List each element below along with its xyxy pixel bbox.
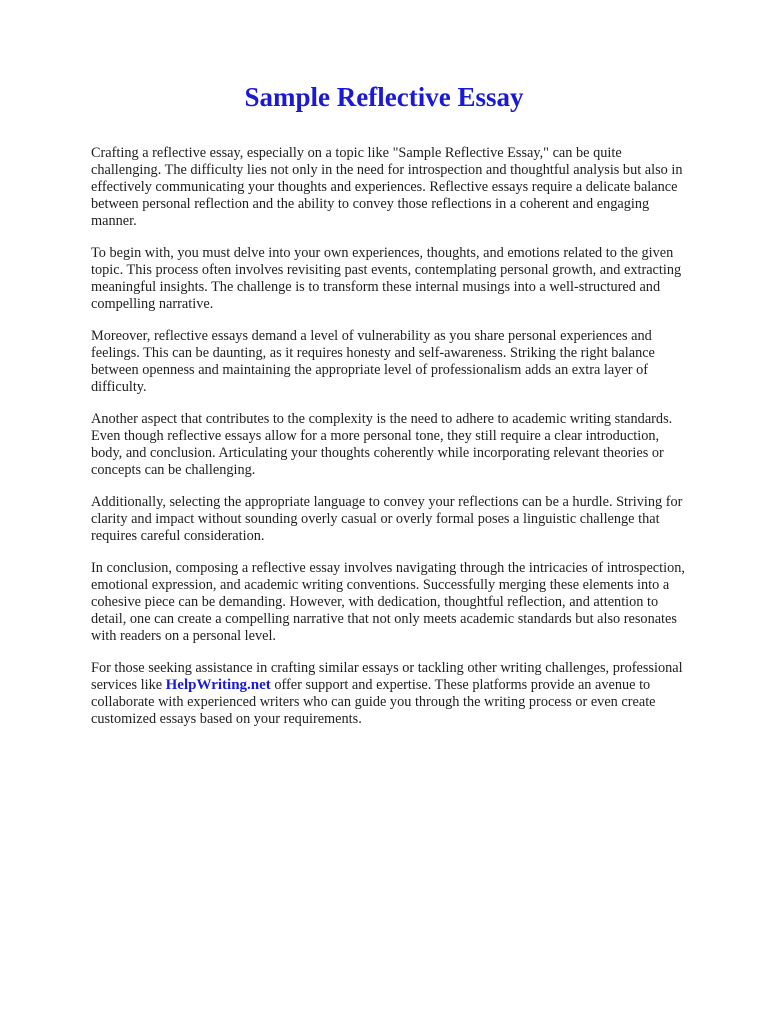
closing-text-after-link: offer support and expertise. These platforms provide an avenue to collaborate with experienced writers who can guide you through the writing process or even create customized essays based on your requirements. [91,677,656,727]
paragraph-vulnerability: Moreover, reflective essays demand a level of vulnerability as you share personal experiences and feelings. This can be daunting, as it requires honesty and self-awareness. Striking the right balance between openness and maintaining the appropriate level of professionalism adds an extra layer of difficulty. [91,328,655,395]
paragraph-academic-standards: Another aspect that contributes to the complexity is the need to adhere to academic writing standards. Even though reflective essays allow for a more personal tone, they still require a clear introduction, body, and conclusion. Articulating your thoughts coherently while incorporating relevant theories or concepts can be challenging. [91,411,673,478]
paragraph-closing [91,660,691,728]
essay-body [91,145,691,743]
page-title: Sample Reflective Essay [244,82,524,112]
paragraph-conclusion: In conclusion, composing a reflective essay involves navigating through the intricacies of introspection, emotional expression, and academic writing conventions. Successfully merging these elements into a cohesive piece can be demanding. However, with dedication, thoughtful reflection, and attention to detail, one can create a compelling narrative that not only meets academic standards but also resonates with readers on a personal level. [91,560,685,644]
paragraph-experiences: To begin with, you must delve into your own experiences, thoughts, and emotions related to the given topic. This process often involves revisiting past events, contemplating personal growth, and extracting meaningful insights. The challenge is to transform these internal musings into a well-structured and compelling narrative. [91,245,682,312]
paragraph-language: Additionally, selecting the appropriate language to convey your reflections can be a hurdle. Striving for clarity and impact without sounding overly casual or overly formal poses a linguistic challenge that requires careful consideration. [91,494,683,544]
helpwriting-link[interactable]: HelpWriting.net [165,677,271,693]
paragraph-intro: Crafting a reflective essay, especially on a topic like "Sample Reflective Essay," can be quite challenging. The difficulty lies not only in the need for introspection and thoughtful analysis but also in effectively communicating your thoughts and experiences. Reflective essays require a delicate balance between personal reflection and the ability to convey those reflections in a coherent and engaging manner. [91,145,683,229]
closing-text-before-link: For those seeking assistance in crafting similar essays or tackling other writing challenges, professional services like [91,660,683,693]
